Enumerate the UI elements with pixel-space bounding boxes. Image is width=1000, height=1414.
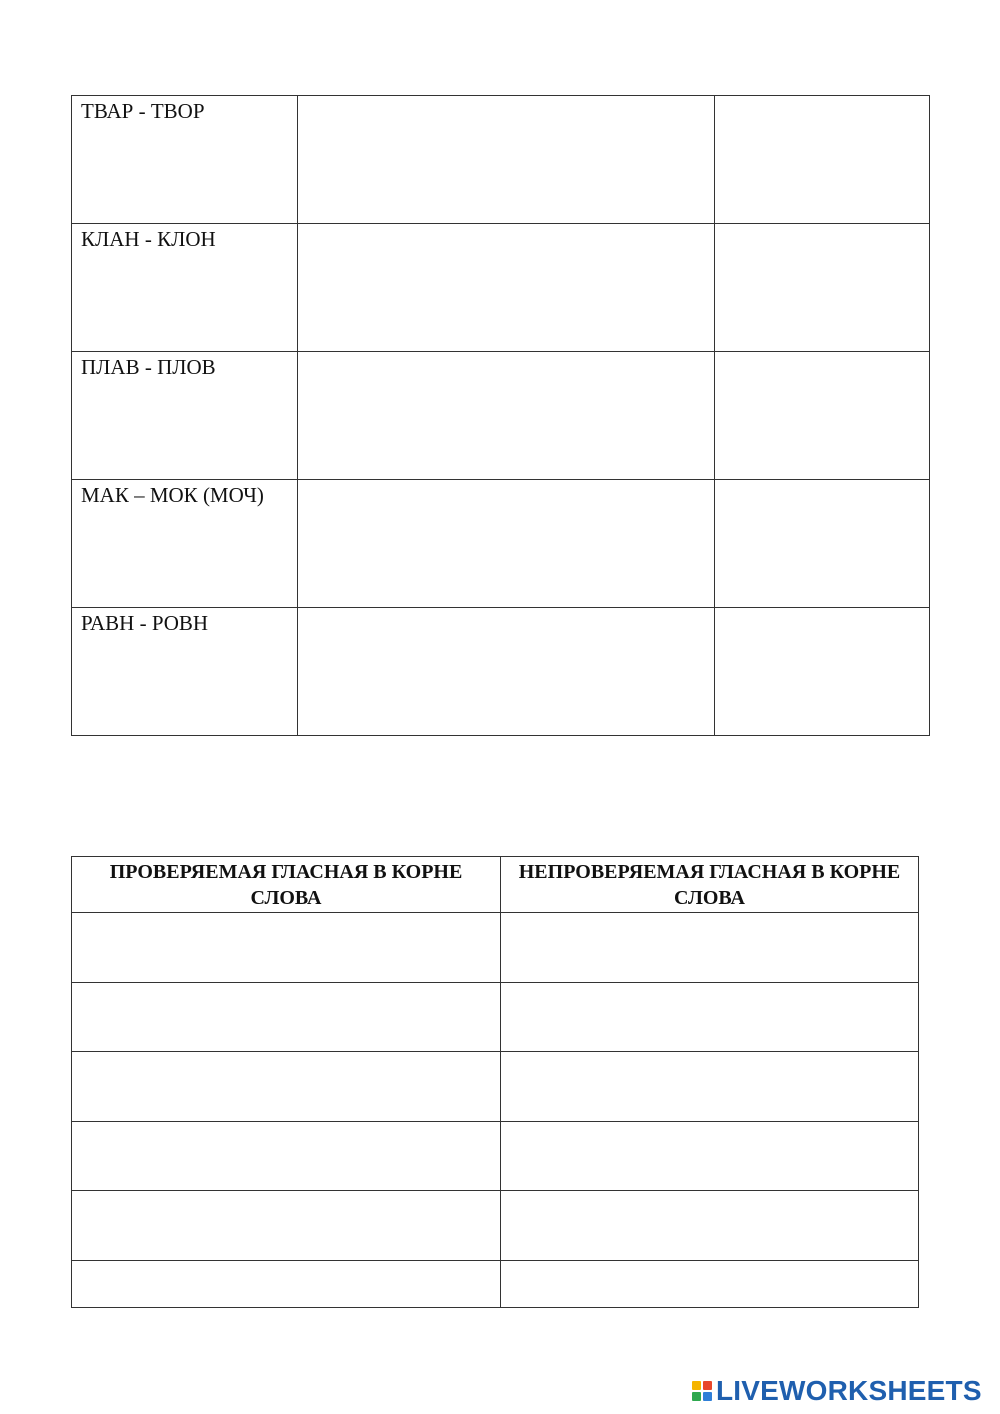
table-row <box>72 352 930 480</box>
table-row <box>72 982 919 1052</box>
uncheckable-answer-cell[interactable] <box>501 1260 919 1307</box>
rule-answer-cell[interactable] <box>715 608 930 736</box>
checkable-answer-cell[interactable] <box>72 1121 501 1191</box>
uncheckable-answer-cell[interactable] <box>501 1052 919 1122</box>
vowels-table <box>71 856 919 1308</box>
table-row <box>72 1121 919 1191</box>
table-row <box>72 224 930 352</box>
rule-answer-cell[interactable] <box>715 352 930 480</box>
rule-answer-cell[interactable] <box>715 96 930 224</box>
root-cell <box>72 224 298 352</box>
table-row <box>72 1260 919 1307</box>
table-row <box>72 96 930 224</box>
table-row <box>72 1191 919 1261</box>
root-cell <box>72 96 298 224</box>
examples-answer-cell[interactable] <box>298 480 715 608</box>
checkable-answer-cell[interactable] <box>72 1052 501 1122</box>
examples-answer-cell[interactable] <box>298 224 715 352</box>
uncheckable-answer-cell[interactable] <box>501 1191 919 1261</box>
checkable-answer-cell[interactable] <box>72 982 501 1052</box>
table-header-row <box>72 857 919 913</box>
examples-answer-cell[interactable] <box>298 608 715 736</box>
roots-table <box>71 95 930 736</box>
uncheckable-answer-cell[interactable] <box>501 913 919 983</box>
logo-text: LIVEWORKSHEETS <box>716 1375 982 1406</box>
root-cell <box>72 352 298 480</box>
rule-answer-cell[interactable] <box>715 480 930 608</box>
table-row <box>72 1052 919 1122</box>
logo-square <box>703 1392 712 1401</box>
checkable-answer-cell[interactable] <box>72 1260 501 1307</box>
uncheckable-answer-cell[interactable] <box>501 1121 919 1191</box>
table-row <box>72 608 930 736</box>
logo-square <box>703 1381 712 1390</box>
examples-answer-cell[interactable] <box>298 96 715 224</box>
checkable-answer-cell[interactable] <box>72 1191 501 1261</box>
header-checkable-vowel: ПРОВЕРЯЕМАЯ ГЛАСНАЯ В КОРНЕ СЛОВА <box>72 857 501 913</box>
root-label: РАВН - РОВН <box>81 611 209 635</box>
checkable-answer-cell[interactable] <box>72 913 501 983</box>
root-label: ТВАР - ТВОР <box>81 99 205 123</box>
liveworksheets-logo <box>692 1374 982 1408</box>
table-row <box>72 913 919 983</box>
root-cell <box>72 608 298 736</box>
logo-square <box>692 1381 701 1390</box>
logo-squares-icon <box>692 1381 712 1401</box>
root-label: КЛАН - КЛОН <box>81 227 216 251</box>
root-label: ПЛАВ - ПЛОВ <box>81 355 216 379</box>
rule-answer-cell[interactable] <box>715 224 930 352</box>
root-cell <box>72 480 298 608</box>
header-uncheckable-vowel: НЕПРОВЕРЯЕМАЯ ГЛАСНАЯ В КОРНЕ СЛОВА <box>501 857 919 913</box>
table-row <box>72 480 930 608</box>
logo-square <box>692 1392 701 1401</box>
root-label: МАК – МОК (МОЧ) <box>81 483 264 507</box>
examples-answer-cell[interactable] <box>298 352 715 480</box>
uncheckable-answer-cell[interactable] <box>501 982 919 1052</box>
